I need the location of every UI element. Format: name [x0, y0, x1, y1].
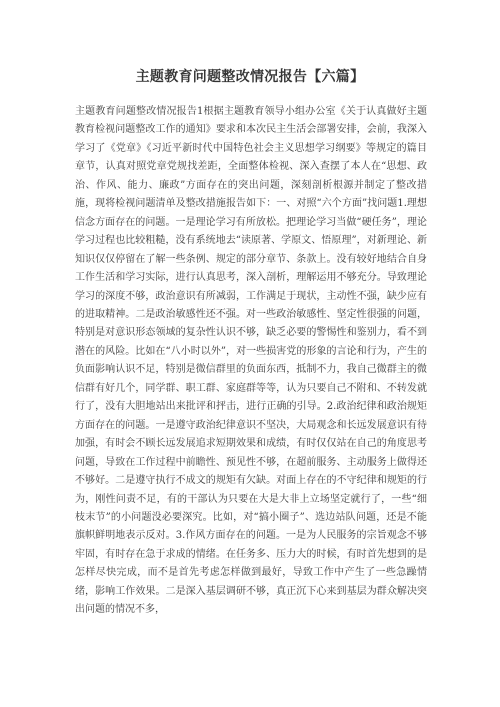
document-body: 主题教育问题整改情况报告1根据主题教育领导小组办公室《关于认真做好主题教育检视问题整改工作的通知》要求和本次民主生活会部署安排，会前，我深入学习了《党章》《习近平新时代中国特色社会主义思想学习纲要》等规定的篇目章节，认真对照党章党规找差距，全面整体检视、深入查摆了本人在“思想、政治、作风、能力、廉政”方面存在的突出问题，深刻剖析根源并制定了整改措施，现将检视问题清单及整改措施报告如下：一、对照“六个方面”找问题1.理想信念方面存在的问题。一是理论学习有所放松。把理论学习当做“硬任务”，理论学习过程也比较粗糙，没有系统地去“读原著、学原文、悟原理”，对新理论、新知识仅仅停留在了解一些条例、规定的部分章节、条款上。没有较好地结合自身工作生活和学习实际，进行认真思考，深入剖析，理解运用不够充分。导致理论学习的深度不够，政治意识有所减弱，工作满足于现状，主动性不强，缺少应有的进取精神。二是政治敏感性还不强。对一些政治敏感性、坚定性很强的问题，特别是对意识形态领域的复杂性认识不够，缺乏必要的警惕性和鉴别力，看不到潜在的风险。比如在“八小时以外”，对一些损害党的形象的言论和行为，产生的负面影响认识不足，特别是微信群里的负面东西，抵制不力，我自己微群主的微信群有好几个，同学群、职工群、家庭群等等，认为只要自己不附和、不转发就行了，没有大胆地站出来批评和抨击，进行正确的引导。2.政治纪律和政治规矩方面存在的问题。一是遵守政治纪律意识不坚决，大局观念和长远发展意识有待加强，有时会不顾长远发展追求短期效果和成绩，有时仅仅站在自己的角度思考问题，导致在工作过程中前瞻性、预见性不够，在超前服务、主动服务上做得还不够好。二是遵守执行不成文的规矩有欠缺。对面上存在的不守纪律和规矩的行为，刚性问责不足，有的干部认为只要在大是大非上立场坚定就行了，一些“细枝末节”的小问题没必要深究。比如，对“搞小圈子”、选边站队问题，还是不能旗帜鲜明地表示反对。3.作风方面存在的问题。一是为人民服务的宗旨观念不够牢固，有时存在急于求成的情绪。在任务多、压力大的时候，有时首先想到的是怎样尽快完成，而不是首先考虑怎样做到最好，导致工作中产生了一些急躁情绪，影响工作效果。二是深入基层调研不够，真正沉下心来到基层为群众解决突出问题的情况不多， [75, 106, 427, 616]
document-title: 主题教育问题整改情况报告【六篇】 [135, 69, 365, 85]
